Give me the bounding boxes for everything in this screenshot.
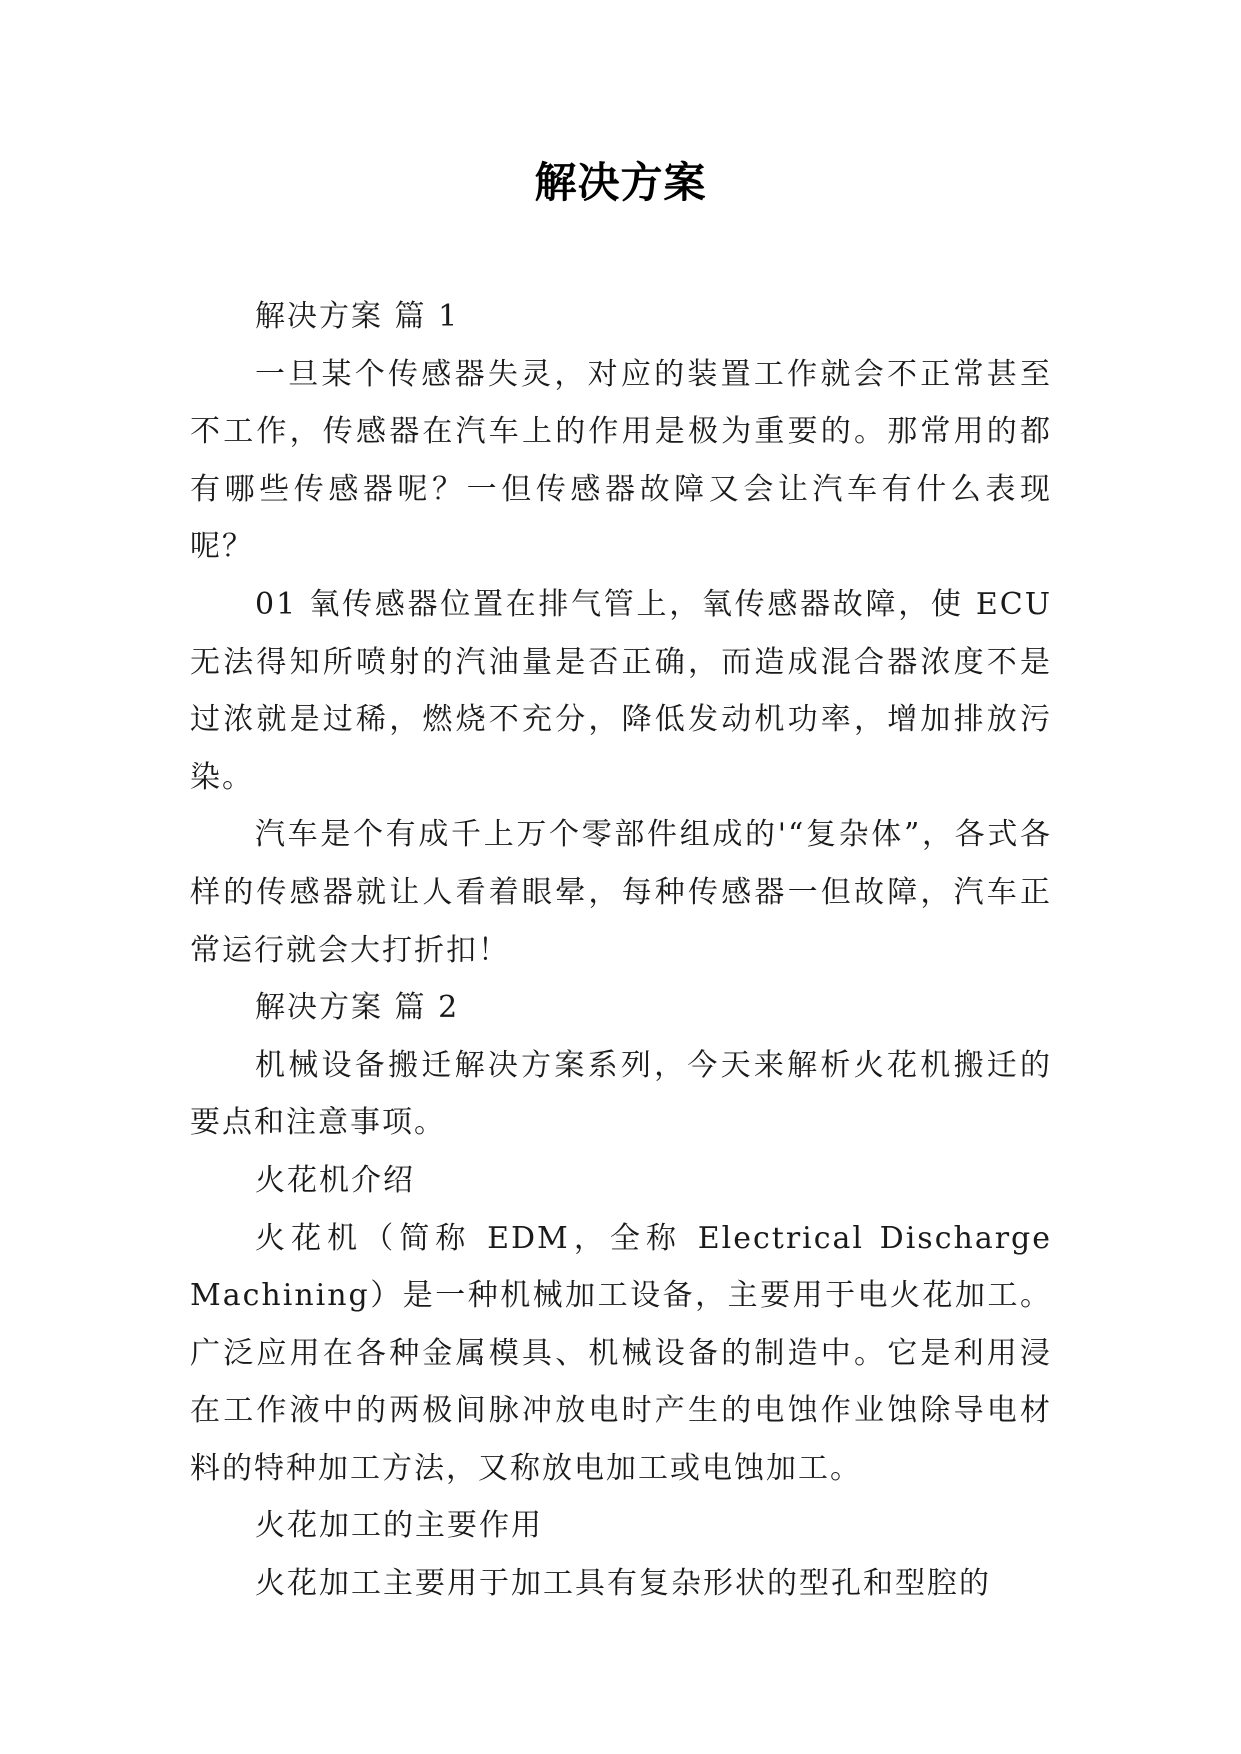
document-title: 解决方案 xyxy=(534,158,707,207)
paragraph: 01 氧传感器位置在排气管上，氧传感器故障，使 ECU 无法得知所喷射的汽油量是否正确，而造成混合器浓度不是过浓就是过稀，燃烧不充分，降低发动机功率，增加排放污染。 xyxy=(190,586,1052,795)
paragraph: 汽车是个有成千上万个零部件组成的'“复杂体”，各式各样的传感器就让人看着眼晕，每种传感器一但故障，汽车正常运行就会大打折扣！ xyxy=(190,817,1052,968)
document-body xyxy=(190,288,1052,1613)
paragraph: 机械设备搬迁解决方案系列，今天来解析火花机搬迁的要点和注意事项。 xyxy=(190,1047,1052,1141)
subsection-heading: 火花机介绍 xyxy=(255,1162,415,1198)
paragraph: 火花加工主要用于加工具有复杂形状的型孔和型腔的 xyxy=(255,1566,991,1602)
paragraph: 一旦某个传感器失灵，对应的装置工作就会不正常甚至不工作，传感器在汽车上的作用是极为重要的。那常用的都有哪些传感器呢？一但传感器故障又会让汽车有什么表现呢？ xyxy=(190,356,1052,565)
paragraph: 火花机（简称 EDM，全称 Electrical Discharge Machining）是一种机械加工设备，主要用于电火花加工。广泛应用在各种金属模具、机械设备的制造中。它是利用浸在工作液中的两极间脉冲放电时产生的电蚀作业蚀除导电材料的特种加工方法，又称放电加工或电蚀加工。 xyxy=(190,1220,1052,1486)
section-heading: 解决方案 篇 2 xyxy=(255,990,460,1026)
section-heading: 解决方案 篇 1 xyxy=(255,299,460,334)
subsection-heading: 火花加工的主要作用 xyxy=(255,1508,543,1544)
